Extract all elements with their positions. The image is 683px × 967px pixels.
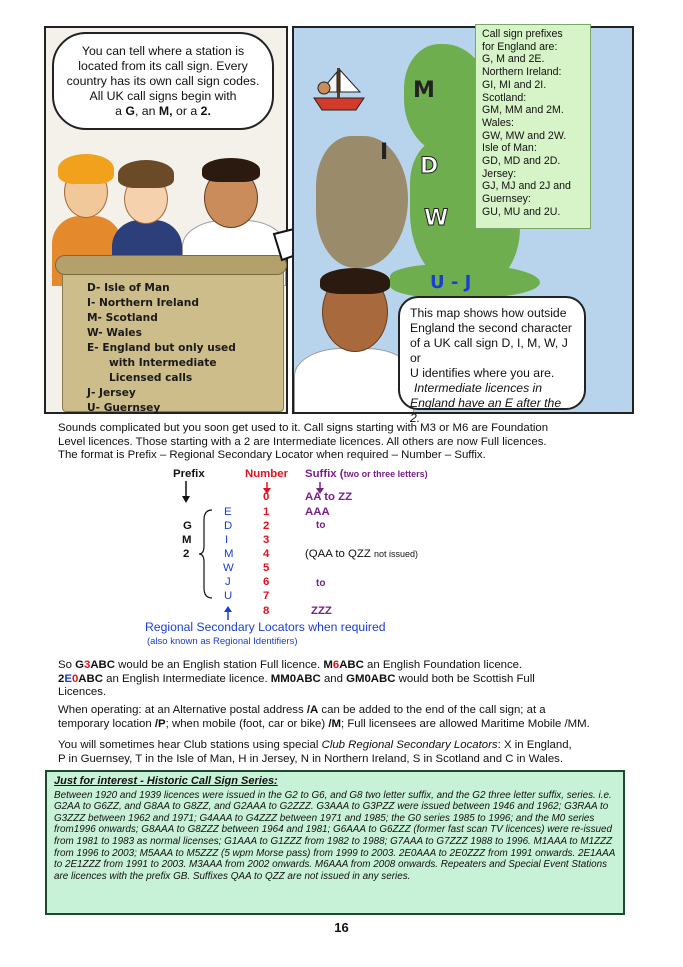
number-2: 2 <box>263 520 270 532</box>
scroll-item: U- Guernsey <box>87 402 161 414</box>
prefix-line: GU, MU and 2U. <box>482 205 561 218</box>
intro-line: Level licences. Those starting with a 2 are Intermediate licences. All others are now Full licences. <box>58 435 547 448</box>
prefix-info-box <box>475 24 591 229</box>
bubble-line: This map shows how outside <box>410 306 567 320</box>
suffix-row-0: AA to ZZ <box>305 491 353 503</box>
scroll-item: with Intermediate <box>109 357 217 369</box>
prefix-line: Wales: <box>482 116 514 129</box>
prefix-line: GJ, MJ and 2J and <box>482 180 571 193</box>
scroll-rod <box>55 255 287 275</box>
operating-line: When operating: at an Alternative postal address /A can be added to the end of the call sign; at a <box>58 704 546 716</box>
scroll-list <box>87 281 236 416</box>
examples-paragraph <box>58 659 618 700</box>
text-sep: , an <box>134 104 159 118</box>
suffix-row-4: (QAA to QZZ not issued) <box>305 548 419 560</box>
scroll-item: J- Jersey <box>87 387 136 399</box>
map-ireland <box>316 136 408 268</box>
prefix-label: Prefix <box>173 468 205 480</box>
locator-u: U <box>224 590 233 602</box>
prefix-m: M <box>182 534 192 546</box>
scroll-legend <box>62 262 284 412</box>
bubble-line: U identifies where you are. <box>410 366 555 380</box>
locator-d: D <box>224 520 233 532</box>
prefix-arrow-icon <box>181 481 191 508</box>
scroll-item: D- Isle of Man <box>87 282 170 294</box>
map-letter-i: I <box>380 140 389 165</box>
text-sep: or a <box>172 104 201 118</box>
bubble-line-italic: Intermediate licences in <box>414 381 543 395</box>
locator-subcaption: (also known as Regional Identifiers) <box>147 636 298 647</box>
historic-callsign-box <box>45 770 625 915</box>
text-a: a <box>115 104 126 118</box>
examples-line: So G3ABC would be an English station Full licence. M6ABC an English Foundation licence. <box>58 659 523 671</box>
number-7: 7 <box>263 590 270 602</box>
club-paragraph <box>58 739 618 766</box>
prefix-line: G, M and 2E. <box>482 53 545 66</box>
text-two: 2. <box>200 104 211 118</box>
prefix-line: GW, MW and 2W. <box>482 129 567 142</box>
scroll-item: Licensed calls <box>109 372 193 384</box>
bubble-line <box>66 104 260 119</box>
text-m: M, <box>158 104 173 118</box>
suffix-label: Suffix (two or three letters) <box>305 468 428 480</box>
ship-illustration <box>310 62 368 114</box>
locator-i: I <box>225 534 229 546</box>
prefix-line: Jersey: <box>482 167 517 180</box>
prefix-line: GD, MD and 2D. <box>482 155 561 168</box>
prefix-2: 2 <box>183 548 190 560</box>
speech-bubble-intro <box>52 32 274 130</box>
brace-icon <box>198 508 214 605</box>
prefix-g: G <box>183 520 192 532</box>
prefix-line: Scotland: <box>482 91 527 104</box>
prefix-line: GI, MI and 2I. <box>482 78 547 91</box>
prefix-line: for England are: <box>482 40 558 53</box>
map-letter-w: W <box>424 206 449 231</box>
suffix-row-1: AAA <box>305 506 330 518</box>
locator-e: E <box>224 506 232 518</box>
locator-j: J <box>225 576 231 588</box>
bubble-line: England the second character <box>410 321 572 335</box>
bubble-line: located from its call sign. Every <box>78 59 248 73</box>
speech-bubble-map <box>398 296 586 425</box>
operating-paragraph <box>58 704 618 731</box>
map-letter-uj: U - J <box>430 272 472 293</box>
text-g: G <box>125 104 135 118</box>
suffix-row-2: to <box>316 520 326 531</box>
suffix-row-6: to <box>316 578 326 589</box>
number-1: 1 <box>263 506 270 518</box>
prefix-line: GM, MM and 2M. <box>482 104 564 117</box>
historic-body: Between 1920 and 1939 licences were issued in the G2 to G6, and G8 two letter suffix, and the G2 three letter suffix, series. i.e. G2AA to G6ZZ, and G8AA to G8ZZ, and G2AAA to G2ZZZ. G3AAA to G3PZZ were issued between 1946 and 1962; G3RAA to G3ZZZ between 1962 and 1971; G4AAA to G4ZZZ between 1971 and 1985; the G0 series 1985 to 1996; and the M0 series from1996 onwards; G8AAA to G8ZZZ between 1964 and 1981; G6AAA to G6ZZZ (former fast scan TV licences) were re-issued from 1981 to 1983 as normal licenses; G1AAA to G1ZZZ from 1982 to 1988; G7AAA to G7ZZZ 1988 to 1996. M1AAA to M1ZZZ from 1996 to 2003; M5AAA to M5ZZZ (5 wpm Morse pass) from 1999 to 2003. 2E0AAA to 2E0ZZZ from 1991 onwards. 2E1AAA to 2E1ZZZ from 1991 to 2003. M3AAA from 2002 onwards. M6AAA from 2008 onwards. Repeaters and Special Event Stations are licences with the prefix GB. Suffixes QAA to QZZ are not issued in any series. <box>54 789 615 882</box>
historic-title: Just for interest - Historic Call Sign Series: <box>54 775 278 787</box>
teacher-illustration <box>294 268 414 414</box>
number-6: 6 <box>263 576 270 588</box>
bubble-line: All UK call signs begin with <box>89 89 237 103</box>
locator-caption: Regional Secondary Locators when required <box>145 620 386 634</box>
page-number: 16 <box>334 920 349 935</box>
number-5: 5 <box>263 562 270 574</box>
scroll-item: I- Northern Ireland <box>87 297 199 309</box>
prefix-line: Call sign prefixes <box>482 28 563 40</box>
suffix-row-8: ZZZ <box>311 605 332 617</box>
locator-w: W <box>223 562 234 574</box>
number-8: 8 <box>263 605 270 617</box>
bubble-line: country has its own call sign codes. <box>66 74 260 88</box>
bubble-line: of a UK call sign D, I, M, W, J or <box>410 336 568 365</box>
examples-line: 2E0ABC an English Intermediate licence. MM0ABC and GM0ABC would both be Scottish Full <box>58 672 535 685</box>
operating-line: temporary location /P; when mobile (foot, car or bike) /M; Full licensees are allowed Maritime Mobile /MM. <box>58 717 590 730</box>
scroll-item: E- England but only used <box>87 342 236 354</box>
prefix-line: Northern Ireland: <box>482 66 562 79</box>
club-line: P in Guernsey, T in the Isle of Man, H in Jersey, N in Northern Ireland, S in Scotland and C in Wales. <box>58 752 564 765</box>
prefix-line: Isle of Man: <box>482 142 537 155</box>
bubble-line: You can tell where a station is <box>81 44 245 58</box>
scroll-item: W- Wales <box>87 327 142 339</box>
locator-m: M <box>224 548 234 560</box>
number-label: Number <box>245 468 289 480</box>
number-0: 0 <box>263 491 270 503</box>
examples-line: Licences. <box>58 686 107 698</box>
number-3: 3 <box>263 534 270 546</box>
intro-paragraph <box>58 422 618 463</box>
bubble-line-italic: England have an E after the 2. <box>410 396 562 425</box>
prefix-line: Guernsey: <box>482 193 531 206</box>
intro-line: Sounds complicated but you soon get used to it. Call signs starting with M3 or M6 are Foundation <box>58 422 549 434</box>
number-4: 4 <box>263 548 270 560</box>
scroll-item: M- Scotland <box>87 312 158 324</box>
map-letter-m: M <box>413 78 435 103</box>
club-line: You will sometimes hear Club stations using special Club Regional Secondary Locators: X in England, <box>58 739 572 751</box>
map-letter-d: D <box>420 154 439 179</box>
intro-line: The format is Prefix – Regional Secondary Locator when required – Number – Suffix. <box>58 449 486 461</box>
